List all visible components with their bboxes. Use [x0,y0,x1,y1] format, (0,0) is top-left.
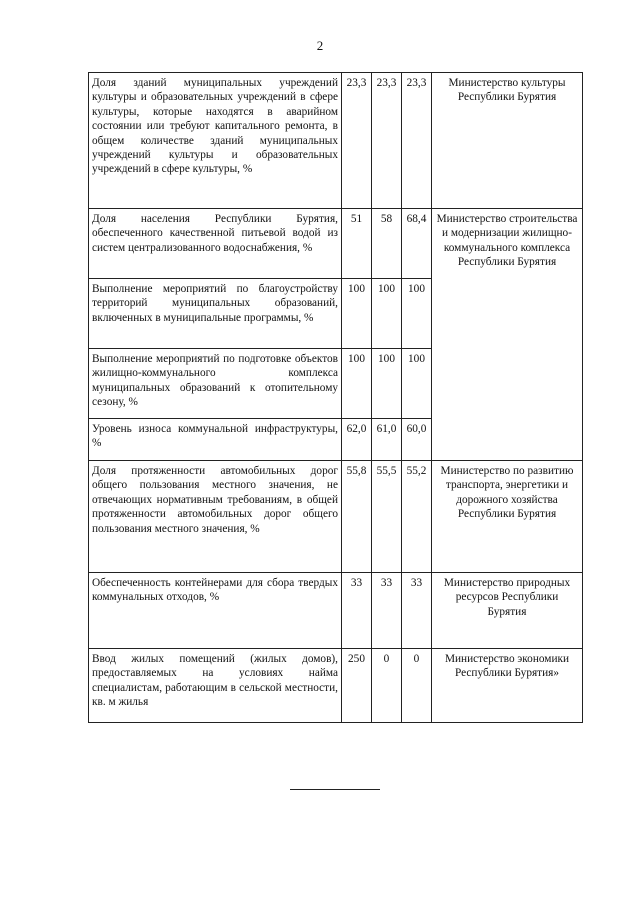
value-cell: 100 [342,349,372,419]
indicator-cell: Уровень износа коммунальной инфраструктуры, % [89,419,342,461]
value-cell: 0 [372,649,402,723]
table-row [89,649,583,723]
value-cell: 51 [342,209,372,279]
value-cell: 62,0 [342,419,372,461]
value-cell: 61,0 [372,419,402,461]
value-cell: 33 [372,573,402,649]
table-row [89,573,583,649]
table-row [89,209,583,279]
value-cell: 100 [372,349,402,419]
value-cell: 100 [342,279,372,349]
indicator-cell: Выполнение мероприятий по благоустройству территорий муниципальных образований, включенных в муниципальные программы, % [89,279,342,349]
value-cell: 250 [342,649,372,723]
indicator-cell: Ввод жилых помещений (жилых домов), предоставляемых на условиях найма специалистам, работающим в сельской местности, кв. м жилья [89,649,342,723]
indicator-cell: Доля протяженности автомобильных дорог общего пользования местного значения, не отвечающих нормативным требованиям, в общей протяженности автомобильных дорог общего пользования местного значения, % [89,461,342,573]
indicators-table [88,72,583,723]
value-cell: 55,2 [402,461,432,573]
footer-divider [290,789,380,790]
indicator-cell: Обеспеченность контейнерами для сбора твердых коммунальных отходов, % [89,573,342,649]
ministry-cell: Министерство природных ресурсов Республики Бурятия [432,573,583,649]
value-cell: 100 [402,279,432,349]
indicator-cell: Доля населения Республики Бурятия, обеспеченного качественной питьевой водой из систем централизованного водоснабжения, % [89,209,342,279]
ministry-cell: Министерство строительства и модернизации жилищно-коммунального комплекса Республики Бурятия [432,209,583,461]
value-cell: 58 [372,209,402,279]
table-row [89,461,583,573]
indicator-cell: Доля зданий муниципальных учреждений культуры и образовательных учреждений в сфере культуры, которые находятся в аварийном состоянии или требуют капитального ремонта, в общем количестве зданий муниципальных учреждений культуры и образовательных учреждений в сфере культуры, % [89,73,342,209]
table-row [89,73,583,209]
page-number: 2 [316,38,324,53]
value-cell: 33 [342,573,372,649]
value-cell: 100 [402,349,432,419]
value-cell: 100 [372,279,402,349]
value-cell: 23,3 [402,73,432,209]
value-cell: 0 [402,649,432,723]
value-cell: 68,4 [402,209,432,279]
value-cell: 55,8 [342,461,372,573]
indicator-cell: Выполнение мероприятий по подготовке объектов жилищно-коммунального комплекса муниципальных образований к отопительному сезону, % [89,349,342,419]
ministry-cell: Министерство культуры Республики Бурятия [432,73,583,209]
value-cell: 23,3 [372,73,402,209]
value-cell: 33 [402,573,432,649]
value-cell: 23,3 [342,73,372,209]
value-cell: 60,0 [402,419,432,461]
value-cell: 55,5 [372,461,402,573]
ministry-cell: Министерство экономики Республики Бурятия» [432,649,583,723]
ministry-cell: Министерство по развитию транспорта, энергетики и дорожного хозяйства Республики Бурятия [432,461,583,573]
